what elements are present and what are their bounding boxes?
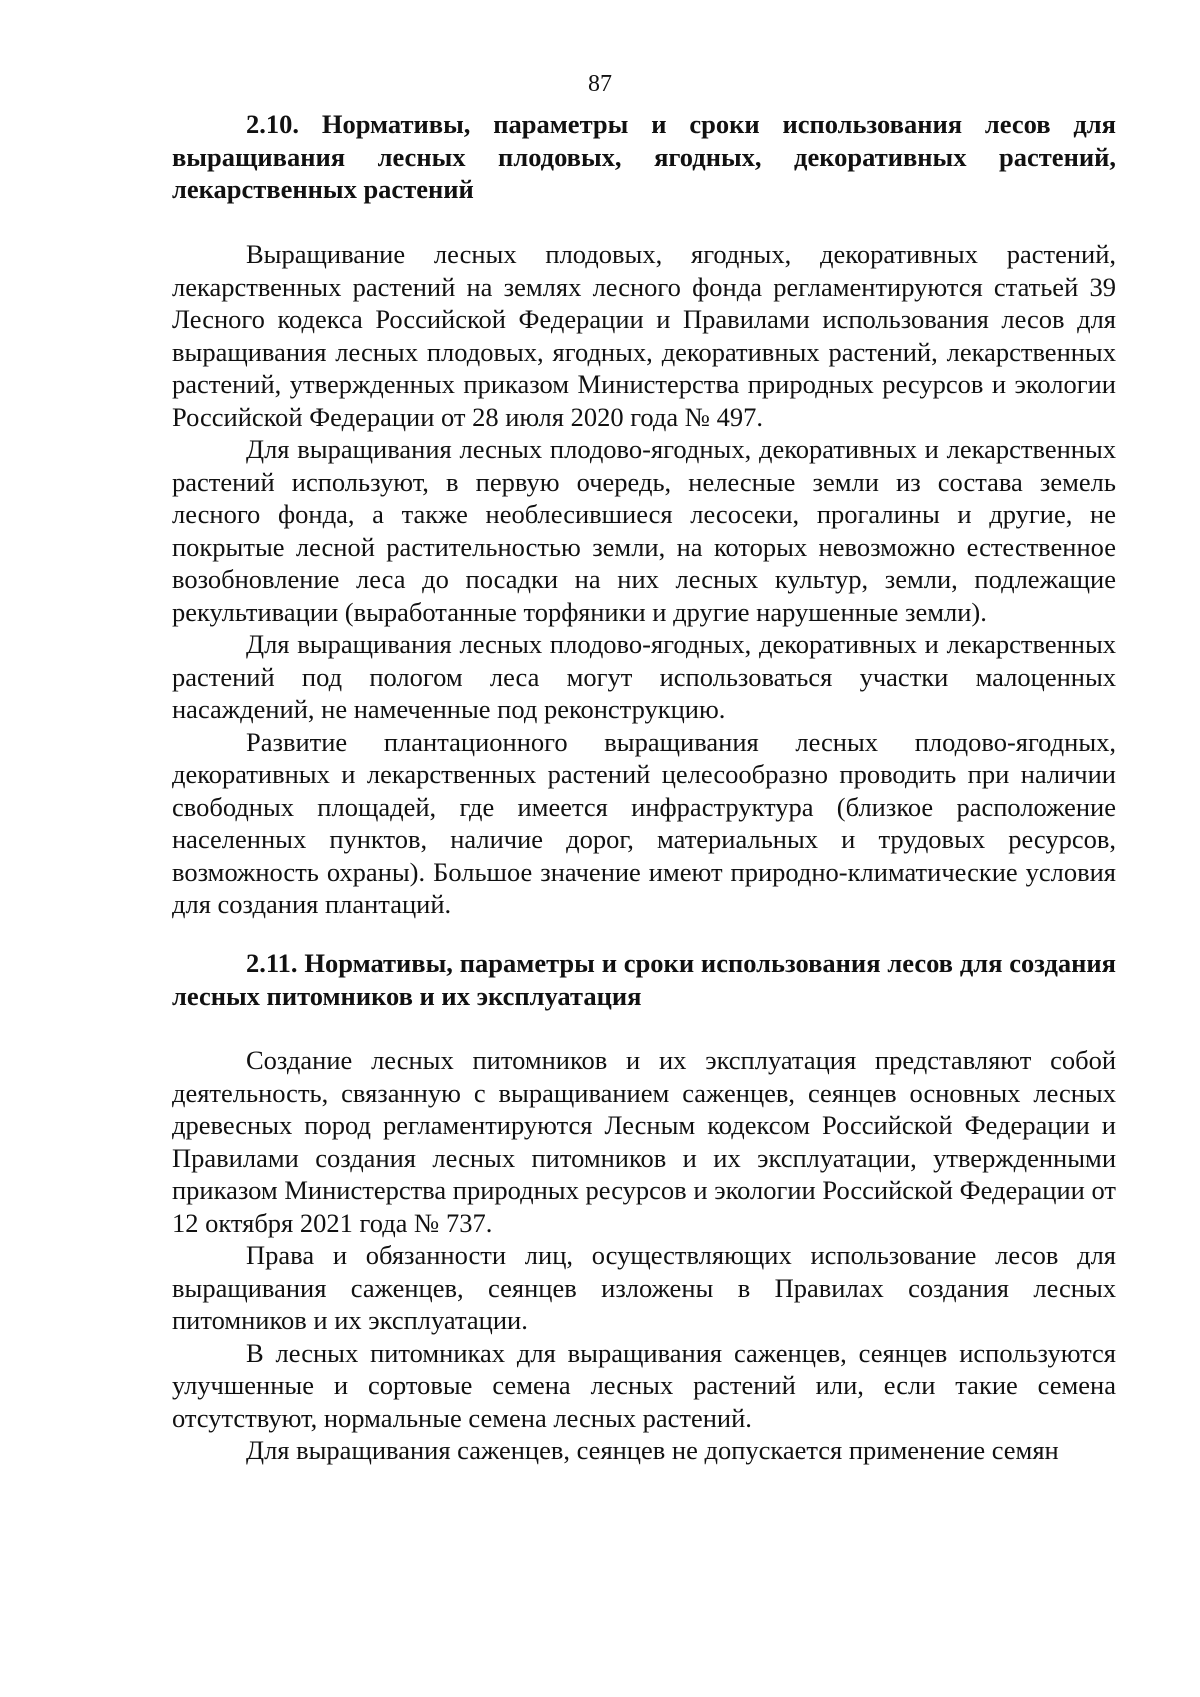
- paragraph: Для выращивания саженцев, сеянцев не допускается применение семян: [246, 1435, 1059, 1465]
- paragraph: Развитие плантационного выращивания лесных плодово-ягодных, декоративных и лекарственных растений целесообразно проводить при наличии свободных площадей, где имеется инфраструктура (близкое расположение населенных пунктов, наличие дорог, материальных и трудовых ресурсов, возможность охраны). Большое значение имеют природно-климатические условия для создания плантаций.: [172, 726, 1116, 919]
- section-heading: 2.10. Нормативы, параметры и сроки использования лесов для выращивания лесных плодовых, ягодных, декоративных растений, лекарственных растений: [172, 109, 1116, 204]
- paragraph: В лесных питомниках для выращивания саженцев, сеянцев используются улучшенные и сортовые семена лесных растений или, если такие семена отсутствуют, нормальные семена лесных растений.: [172, 1337, 1116, 1433]
- section-2-10-heading-block: [172, 108, 1116, 206]
- paragraph: Создание лесных питомников и их эксплуатация представляют собой деятельность, связанную с выращиванием саженцев, сеянцев основных лесных древесных пород регламентируются Лесным кодексом Российской Федерации и Правилами создания лесных питомников и их эксплуатации, утвержденными приказом Министерства природных ресурсов и экологии Российской Федерации от 12 октября 2021 года № 737.: [172, 1045, 1116, 1238]
- section-2-11-heading-block: [172, 947, 1116, 1012]
- paragraph: Права и обязанности лиц, осуществляющих использование лесов для выращивания саженцев, сеянцев изложены в Правилах создания лесных питомников и их эксплуатации.: [172, 1240, 1116, 1335]
- section-2-10-body: [172, 238, 1116, 921]
- page-number: 87: [588, 71, 612, 97]
- section-2-11-body: [172, 1044, 1116, 1467]
- paragraph: Для выращивания лесных плодово-ягодных, декоративных и лекарственных растений используют, в первую очередь, нелесные земли из состава земель лесного фонда, а также необлесившиеся лесосеки, прогалины и другие, не покрытые лесной растительностью земли, на которых невозможно естественное возобновление леса до посадки на них лесных культур, земли, подлежащие рекультивации (выработанные торфяники и другие нарушенные земли).: [172, 434, 1116, 627]
- paragraph: Для выращивания лесных плодово-ягодных, декоративных и лекарственных растений под пологом леса могут использоваться участки малоценных насаждений, не намеченные под реконструкцию.: [172, 629, 1116, 724]
- paragraph: Выращивание лесных плодовых, ягодных, декоративных растений, лекарственных растений на землях лесного фонда регламентируются статьей 39 Лесного кодекса Российской Федерации и Правилами использования лесов для выращивания лесных плодовых, ягодных, декоративных растений, лекарственных растений, утвержденных приказом Министерства природных ресурсов и экологии Российской Федерации от 28 июля 2020 года № 497.: [172, 239, 1116, 432]
- section-heading: 2.11. Нормативы, параметры и сроки использования лесов для создания лесных питомников и их эксплуатация: [172, 948, 1116, 1011]
